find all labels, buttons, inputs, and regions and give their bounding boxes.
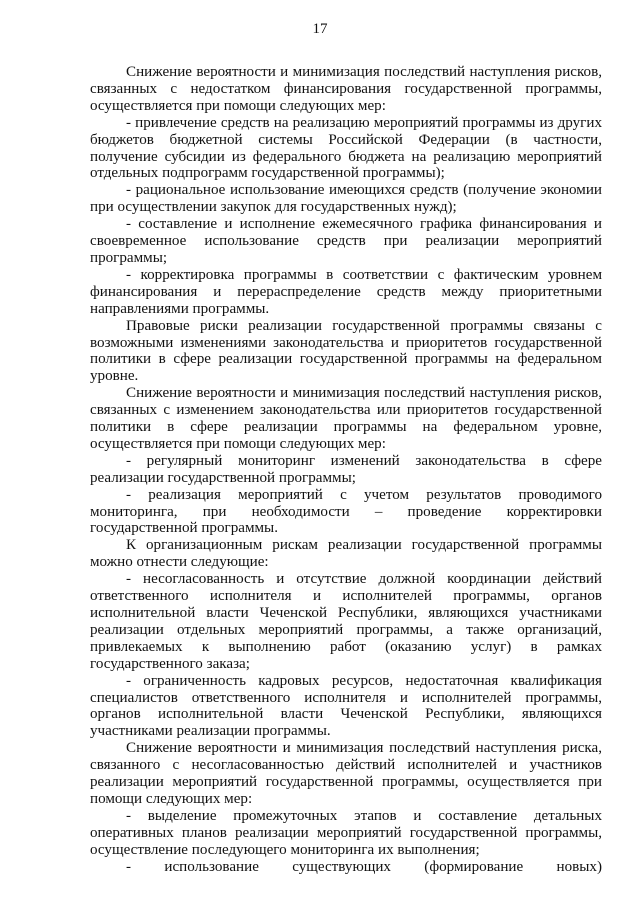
paragraph-legal-risk-measures-intro: Снижение вероятности и минимизация последствий наступления рисков, связанных с изменением законодательства или приоритетов государственной политики в сфере реализации программы на федеральном уровне, осуществляется при помощи следующих мер:	[90, 385, 602, 452]
list-item-intermediate-stages: - выделение промежуточных этапов и составление детальных оперативных планов реализации мероприятий государственной программы, осуществление последующего мониторинга их выполнения;	[90, 807, 602, 858]
page-number: 17	[312, 21, 328, 37]
list-item-use-existing: - использование существующих (формирование новых)	[126, 858, 602, 875]
list-item-monitoring-based-implementation: - реализация мероприятий с учетом результатов проводимого мониторинга, при необходимости – проведение корректировки государственной программы.	[90, 486, 602, 537]
list-item-program-adjustment: - корректировка программы в соответствии с фактическим уровнем финансирования и перераспределение средств между приоритетными направлениями программы.	[90, 266, 602, 317]
paragraph-financing-risk-measures-intro: Снижение вероятности и минимизация последствий наступления рисков, связанных с недостатком финансирования государственной программы, осуществляется при помощи следующих мер:	[90, 64, 602, 114]
paragraph-organizational-risks-intro: К организационным рискам реализации государственной программы можно отнести следующие:	[90, 537, 602, 571]
paragraph-coordination-risk-measures-intro: Снижение вероятности и минимизация последствий наступления риска, связанного с несогласованностью действий исполнителей и участников реализации мероприятий государственной программы, осуществляется при помощи следующих мер:	[90, 740, 602, 807]
list-item-regular-monitoring: - регулярный мониторинг изменений законодательства в сфере реализации государственной программы;	[90, 452, 602, 486]
list-item-staff-resources-risk: - ограниченность кадровых ресурсов, недостаточная квалификация специалистов ответственного исполнителя и исполнителей программы, органов исполнительной власти Чеченской Республики, являющихся участниками реализации программы.	[90, 672, 602, 740]
list-item-rational-use: - рациональное использование имеющихся средств (получение экономии при осуществлении закупок для государственных нужд);	[90, 182, 602, 216]
list-item-attract-funds: - привлечение средств на реализацию мероприятий программы из других бюджетов бюджетной системы Российской Федерации (в частности, получение субсидии из федерального бюджета на реализацию мероприятий отдельных подпрограмм государственной программы);	[90, 114, 602, 182]
document-body	[90, 64, 602, 876]
list-item-monthly-schedule: - составление и исполнение ежемесячного графика финансирования и своевременное использование средств при реализации мероприятий программы;	[90, 216, 602, 266]
list-item-coordination-risk: - несогласованность и отсутствие должной координации действий ответственного исполнителя и исполнителей программы, органов исполнительной власти Чеченской Республики, являющихся участниками реализации отдельных мероприятий программы, а также организаций, привлекаемых к выполнению работ (оказанию услуг) в рамках государственного заказа;	[90, 571, 602, 672]
paragraph-legal-risks: Правовые риски реализации государственной программы связаны с возможными изменениями законодательства и приоритетов государственной политики в сфере реализации государственной программы на федеральном уровне.	[90, 317, 602, 385]
